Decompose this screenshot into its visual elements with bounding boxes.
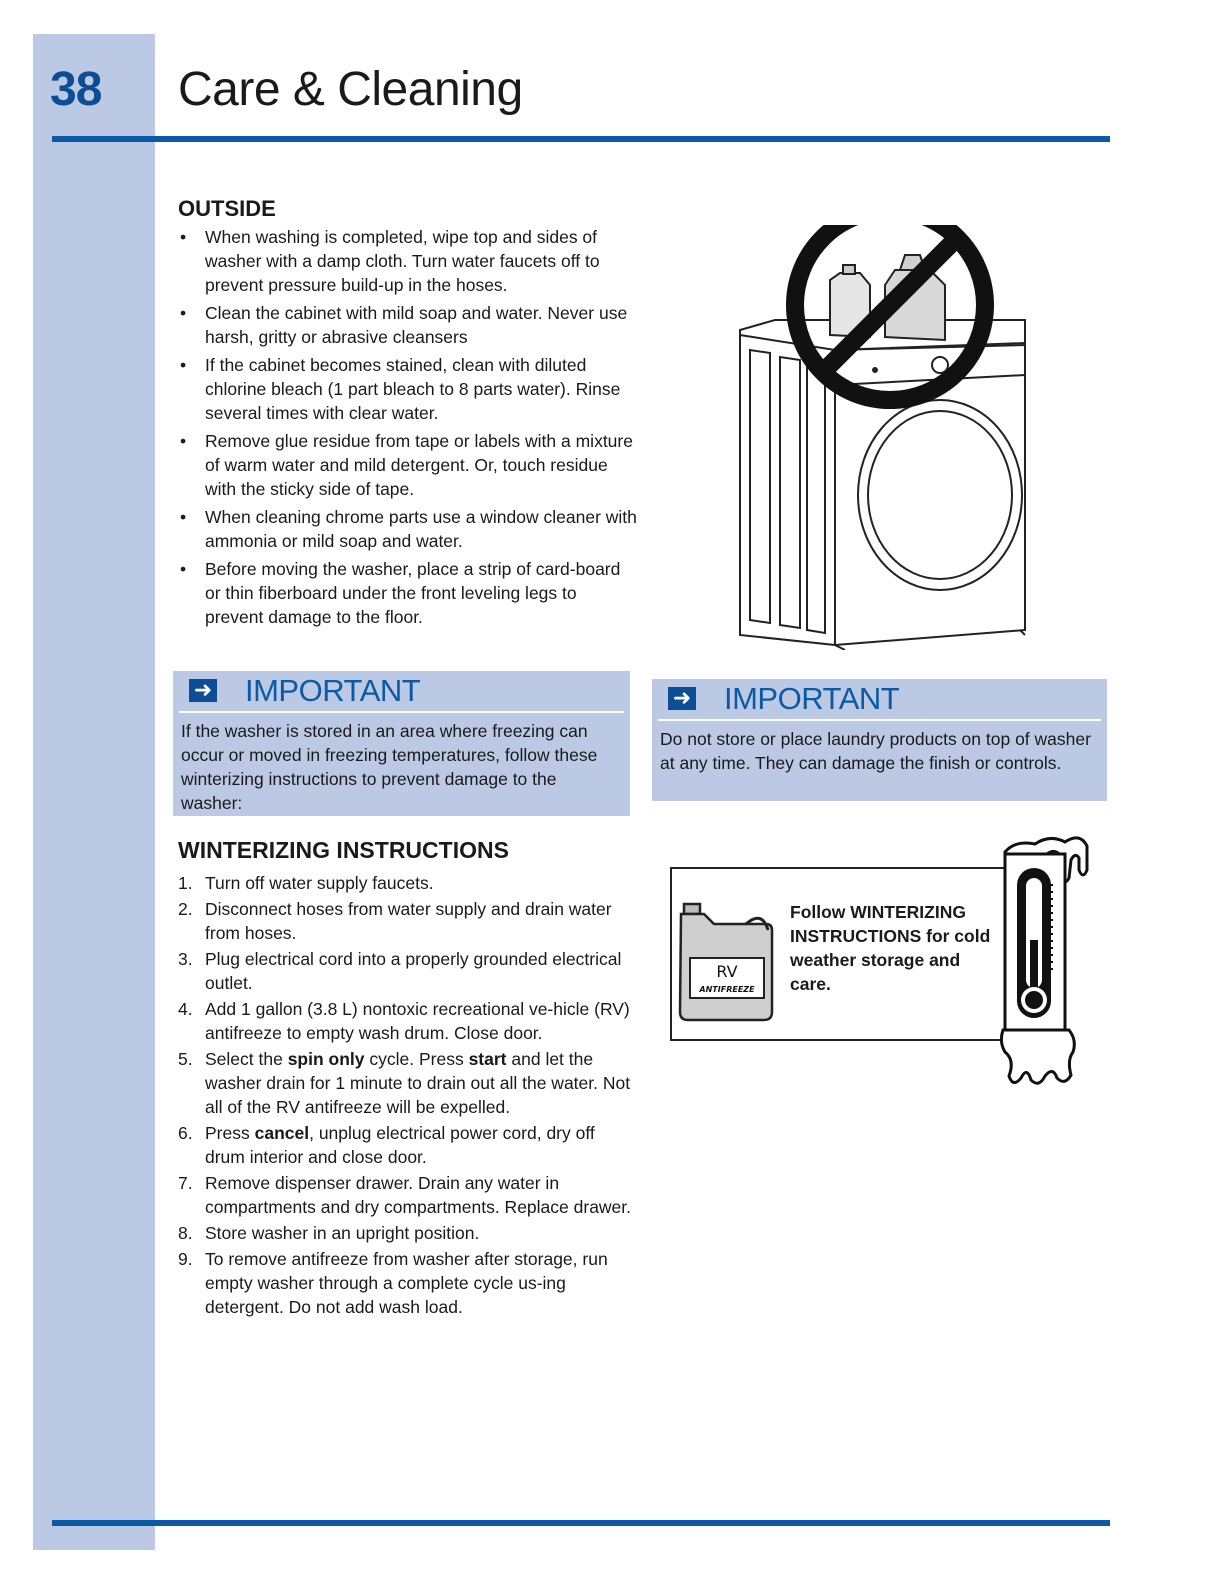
important-header xyxy=(658,679,1101,721)
list-item: • Remove glue residue from tape or labels with a mixture of warm water and mild detergent. Or, touch residue with the sticky side of tape. xyxy=(178,429,638,501)
list-item xyxy=(178,1171,638,1219)
important-text: Do not store or place laundry products on top of washer at any time. They can damage the finish or controls. xyxy=(660,729,1091,773)
washer-no-products-illustration xyxy=(735,225,1035,650)
step-text: , unplug electrical power cord, dry off drum interior and close door. xyxy=(205,1123,595,1167)
list-item xyxy=(178,947,638,995)
step-bold: start xyxy=(468,1049,507,1069)
rv-antifreeze-jug-icon xyxy=(676,900,776,1025)
step-text: and let the washer drain for 1 minute to drain out all the water. Not all of the RV antifreeze will be expelled. xyxy=(205,1049,631,1117)
winterizing-steps xyxy=(178,871,638,1321)
winterizing-caption: Follow WINTERIZING INSTRUCTIONS for cold weather storage and care. xyxy=(790,902,991,994)
step-number: 8. xyxy=(178,1223,193,1243)
step-number: 6. xyxy=(178,1123,193,1143)
list-item xyxy=(178,1247,638,1319)
winterizing-heading: WINTERIZING INSTRUCTIONS xyxy=(178,837,509,863)
step-text: Remove dispenser drawer. Drain any water in compartments and dry compartments. Replace drawer. xyxy=(205,1173,632,1217)
page-title: Care & Cleaning xyxy=(178,63,523,116)
important-box-products xyxy=(652,679,1107,801)
step-number: 5. xyxy=(178,1049,193,1069)
outside-list xyxy=(178,225,638,633)
step-text: To remove antifreeze from washer after storage, run empty washer through a complete cycle us-ing detergent. Do not add wash load. xyxy=(205,1249,608,1317)
arrow-right-icon: ➜ xyxy=(668,687,696,710)
footer-rule xyxy=(52,1520,1110,1526)
step-bold: spin only xyxy=(287,1049,365,1069)
step-text: Turn off water supply faucets. xyxy=(205,873,434,893)
list-item xyxy=(178,897,638,945)
step-number: 3. xyxy=(178,949,193,969)
important-title: IMPORTANT xyxy=(245,673,421,708)
list-item: • If the cabinet becomes stained, clean with diluted chlorine bleach (1 part bleach to 8 parts water). Rinse several times with clear water. xyxy=(178,353,638,425)
page-sidebar xyxy=(33,34,155,1550)
important-box-winterizing xyxy=(173,671,630,816)
frozen-thermometer-icon xyxy=(995,830,1095,1090)
list-item xyxy=(178,1121,638,1169)
step-text: Store washer in an upright position. xyxy=(205,1223,480,1243)
list-item xyxy=(178,997,638,1045)
step-text: Add 1 gallon (3.8 L) nontoxic recreational ve-hicle (RV) antifreeze to empty wash drum. Close door. xyxy=(205,999,630,1043)
list-item: • Before moving the washer, place a strip of card-board or thin fiberboard under the front leveling legs to prevent damage to the floor. xyxy=(178,557,638,629)
step-number: 7. xyxy=(178,1173,193,1193)
list-item xyxy=(178,1221,638,1245)
step-text: Press xyxy=(205,1123,255,1143)
arrow-right-icon: ➜ xyxy=(189,679,217,702)
step-text: cycle. Press xyxy=(364,1049,469,1069)
list-item: • When cleaning chrome parts use a window cleaner with ammonia or mild soap and water. xyxy=(178,505,638,553)
list-item: • Clean the cabinet with mild soap and water. Never use harsh, gritty or abrasive cleansers xyxy=(178,301,638,349)
list-item xyxy=(178,1047,638,1119)
list-item xyxy=(178,871,638,895)
jug-label-antifreeze: ANTIFREEZE xyxy=(699,985,755,994)
step-number: 1. xyxy=(178,873,193,893)
step-bold: cancel xyxy=(254,1123,310,1143)
step-number: 4. xyxy=(178,999,193,1019)
page-number: 38 xyxy=(50,63,102,116)
outside-heading: OUTSIDE xyxy=(178,196,276,221)
important-header xyxy=(179,671,624,713)
step-number: 2. xyxy=(178,899,193,919)
list-item: • When washing is completed, wipe top and sides of washer with a damp cloth. Turn water faucets off to prevent pressure build-up in the hoses. xyxy=(178,225,638,297)
jug-label-rv: RV xyxy=(716,962,738,981)
important-text: If the washer is stored in an area where freezing can occur or moved in freezing temperatures, follow these winterizing instructions to prevent damage to the washer: xyxy=(181,721,598,813)
step-number: 9. xyxy=(178,1249,193,1269)
header-rule xyxy=(52,136,1110,142)
step-text: Select the xyxy=(205,1049,288,1069)
step-text: Plug electrical cord into a properly grounded electrical outlet. xyxy=(205,949,622,993)
step-text: Disconnect hoses from water supply and drain water from hoses. xyxy=(205,899,612,943)
important-title: IMPORTANT xyxy=(724,681,900,716)
